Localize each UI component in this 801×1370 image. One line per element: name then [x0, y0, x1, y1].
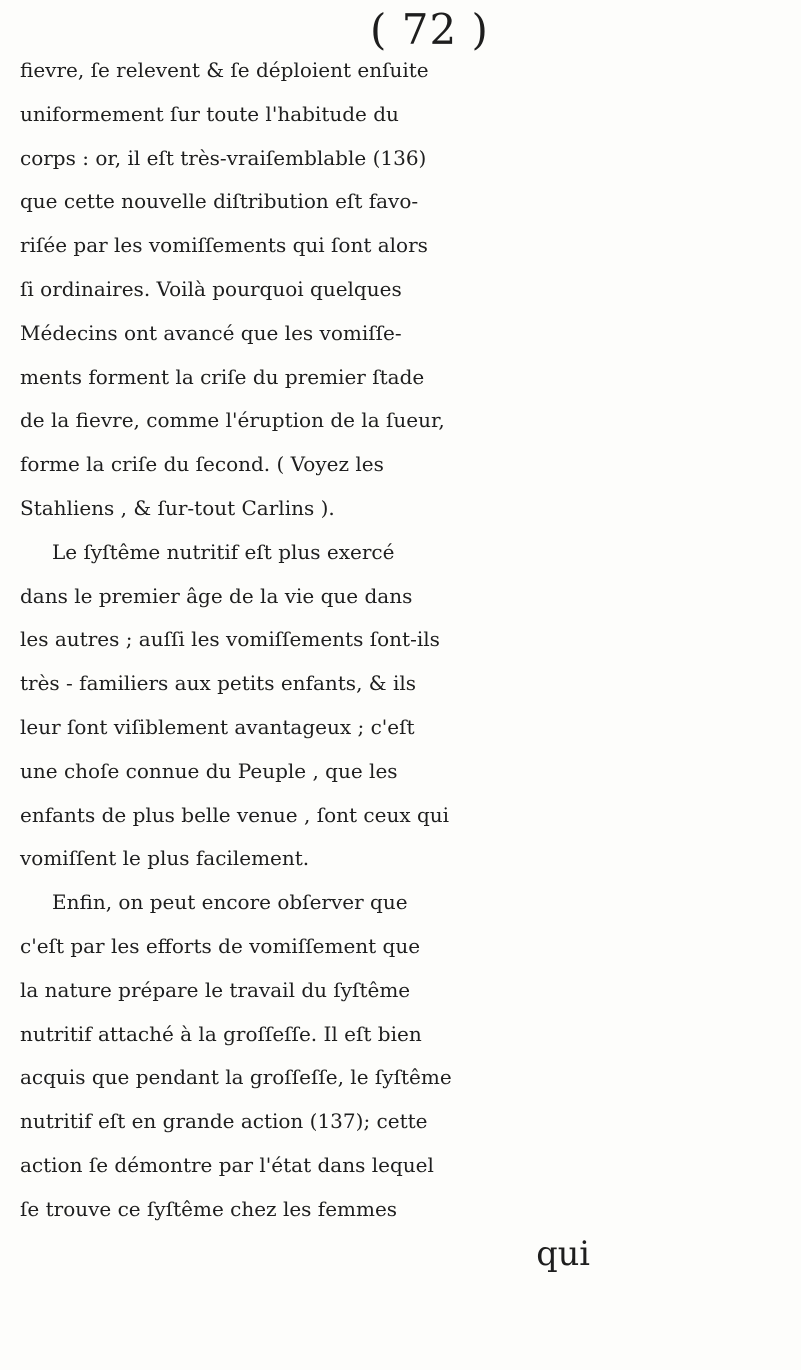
text-line: c'eſt par les efforts de vomiſſement que — [20, 933, 421, 958]
text-line: leur ſont viſiblement avantageux ; c'eſt — [20, 714, 415, 739]
text-line: une choſe connue du Peuple , que les — [20, 758, 398, 783]
text-line: forme la criſe du ſecond. ( Voyez les — [20, 452, 384, 477]
text-line: la nature prépare le travail du ſyſtême — [20, 977, 411, 1002]
paragraph-start: Le ſyſtême nutritif eſt plus exercé — [52, 539, 395, 564]
text-line: ſi ordinaires. Voilà pourquoi quelques — [20, 276, 402, 301]
text-line: de la fievre, comme l'éruption de la ſueur, — [20, 408, 445, 433]
text-line: dans le premier âge de la vie que dans — [20, 583, 413, 608]
paragraph-start: Enfin, on peut encore obſerver que — [52, 890, 408, 915]
text-line: corps : or, il eſt très-vraiſemblable (136) — [20, 145, 427, 170]
page-number: ( 72 ) — [370, 5, 489, 54]
text-line: Stahliens , & ſur-tout Carlins ). — [20, 495, 335, 520]
text-line: nutritif attaché à la groſſeſſe. Il eſt bien — [20, 1021, 422, 1046]
text-line: enfants de plus belle venue , ſont ceux qui — [20, 802, 450, 827]
text-line: riſée par les vomiſſements qui ſont alors — [20, 233, 428, 258]
text-line: uniformement ſur toute l'habitude du — [20, 101, 399, 126]
text-line: acquis que pendant la groſſeſſe, le ſyſtême — [20, 1065, 452, 1090]
text-line: fievre, ſe relevent & ſe déploient enſuite — [20, 58, 429, 82]
text-line: que cette nouvelle diſtribution eſt favo- — [20, 189, 419, 214]
text-line: les autres ; auſſi les vomiſſements ſont-ils — [20, 627, 440, 652]
text-line: nutritif eſt en grande action (137); cette — [20, 1109, 428, 1134]
text-line: action ſe démontre par l'état dans lequel — [20, 1152, 434, 1177]
body-text — [20, 49, 800, 1275]
text-line: Médecins ont avancé que les vomiſſe- — [20, 320, 402, 345]
catchword: qui — [536, 1233, 590, 1273]
text-line: très - familiers aux petits enfants, & ils — [20, 671, 416, 696]
text-line: ments forment la criſe du premier ſtade — [20, 364, 425, 389]
text-line: vomiſſent le plus facilement. — [20, 846, 310, 871]
text-line: ſe trouve ce ſyſtême chez les femmes — [20, 1196, 398, 1221]
